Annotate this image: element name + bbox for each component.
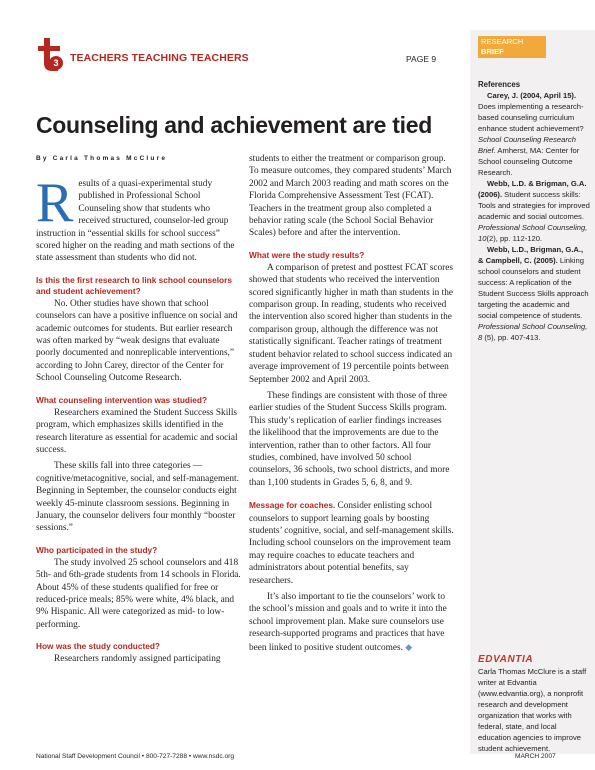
paragraph: A comparison of pretest and posttest FCAT scores showed that students who received the intervention scored significantly higher in math than students in the comparison group. In reading, students who received the intervention also scored higher than students in the comparison group, although the difference was not statistically significant. Teacher ratings of treatment student behavior related to school success indicated an average improvement of 19 percentile points between September 2002 and April 2003. [249, 262, 454, 385]
end-mark-icon: ◆ [405, 641, 413, 652]
lead-in: Message for coaches. [249, 500, 336, 511]
footer-contact: National Staff Development Council • 800-727-7288 • www.nsdc.org [36, 753, 235, 760]
paragraph: students to either the treatment or comparison group. To measure outcomes, they compared students’ March 2002 and March 2003 reading and math scores on the Florida Comprehensive Assessment Test (FCAT). Teachers in the treatment group also completed a behavior rating scale (the School Social Behavior Scales) before and after the intervention. [249, 154, 452, 239]
section-heading: Who participated in the study? [36, 544, 158, 555]
references-heading: References [478, 80, 521, 89]
paragraph: No. Other studies have shown that school counselors can have a positive influence on social and academic outcomes for students. But earlier research was often marked by “weak designs that evaluate poorly documented and nonreplicable interventions,” according to John Carey, director of the Center for School Counseling Outcome Research. [36, 298, 238, 384]
section-heading: Is this the first research to link school counselors and student achievement? [36, 274, 232, 296]
brand-name: TEACHERS TEACHING TEACHERS [70, 52, 249, 64]
research-brief-tag: RESEARCH BRIEF [478, 36, 546, 58]
page-number: PAGE 9 [406, 54, 437, 64]
section-heading: What counseling intervention was studied? [36, 394, 208, 405]
article-column-2 [249, 153, 455, 658]
paragraph: Researchers randomly assigned participating [54, 654, 221, 665]
author-bio: Carla Thomas McClure is a staff writer at Edvantia (www.edvantia.org), a nonprofit research and development organization that works with federal, state, and local education agencies to improve student achievement. [478, 667, 587, 753]
edvantia-logo: EDVANTIA [478, 654, 534, 665]
paragraph: Researchers examined the Student Success Skills program, which emphasizes skills identified in the research literature as essential for academic and social success. [36, 407, 238, 455]
paragraph: These skills fall into three categories — cognitive/metacognitive, social, and self-management. Beginning in September, the counselor conducts eight weekly 45-minute classroom sessions. Beginning in January, the counselor delivers four monthly “booster sessions.” [36, 461, 239, 534]
article-column-1 [36, 172, 242, 670]
paragraph: These findings are consistent with those of three earlier studies of the Student Success Skills program. This study’s replication of earlier findings increases the likelihood that the improvements are due to the intervention, rather than to other factors. All four studies, combined, have involved 50 school counselors, 36 schools, two school districts, and more than 1,100 students in Grades 5, 6, 8, and 9. [249, 390, 450, 488]
reference-item: Webb, L.D. & Brigman, G.A. (2006). Student success skills: Tools and strategies for improved academic and social outcomes. Professional School Counseling, 10(2), pp. 112-120. [478, 179, 590, 243]
paragraph: It’s also important to tie the counselors’ work to the school’s mission and goals and to write it into the school improvement plan. Make sure counselors use research-supported programs and practices that have been linked to positive student outcomes. ◆ [249, 592, 447, 653]
coach-paragraph: Message for coaches. Consider enlisting school counselors to support learning goals by boosting students’ cognitive, social, and self-management skills. Including school counselors on the improvement team may require coaches to educate teachers and administrators about potential benefits, say researchers. [249, 500, 454, 586]
logo-number: 3 [53, 58, 59, 68]
ttt-logo-icon [34, 36, 64, 72]
byline: By Carla Thomas McClure [36, 155, 168, 162]
dropcap: R [36, 172, 74, 234]
article-title: Counseling and achievement are tied [36, 112, 432, 138]
intro-paragraph: Results of a quasi-experimental study published in Professional School Counseling show that students who received structured, counselor-led group instruction in “essential skills for school success” scored higher on the reading and math sections of the state assessment than students who did not. [36, 172, 235, 264]
section-heading: How was the study conducted? [36, 641, 161, 652]
reference-item: Carey, J. (2004, April 15). Does implementing a research-based counseling curriculum enhance student achievement? School Counseling Research Brief. Amherst, MA: Center for School counseling Outcome Research. [478, 91, 584, 177]
reference-item: Webb, L.D., Brigman, G.A., & Campbell, C. (2005). Linking school counselors and student success: A replication of the Student Success Skills approach targeting the academic and social competence of students. Professional School Counseling, 8 (5), pp. 407-413. [478, 245, 589, 342]
footer-date: MARCH 2007 [515, 753, 556, 760]
section-heading: What were the study results? [249, 249, 365, 260]
references [478, 79, 590, 343]
paragraph: The study involved 25 school counselors and 418 5th- and 6th-grade students from 14 schools in Florida. About 45% of these students qualified for free or reduced-price meals; 85% were white, 4% black, and 9% Hispanic. All were categorized as mid- to low-performing. [36, 557, 241, 630]
